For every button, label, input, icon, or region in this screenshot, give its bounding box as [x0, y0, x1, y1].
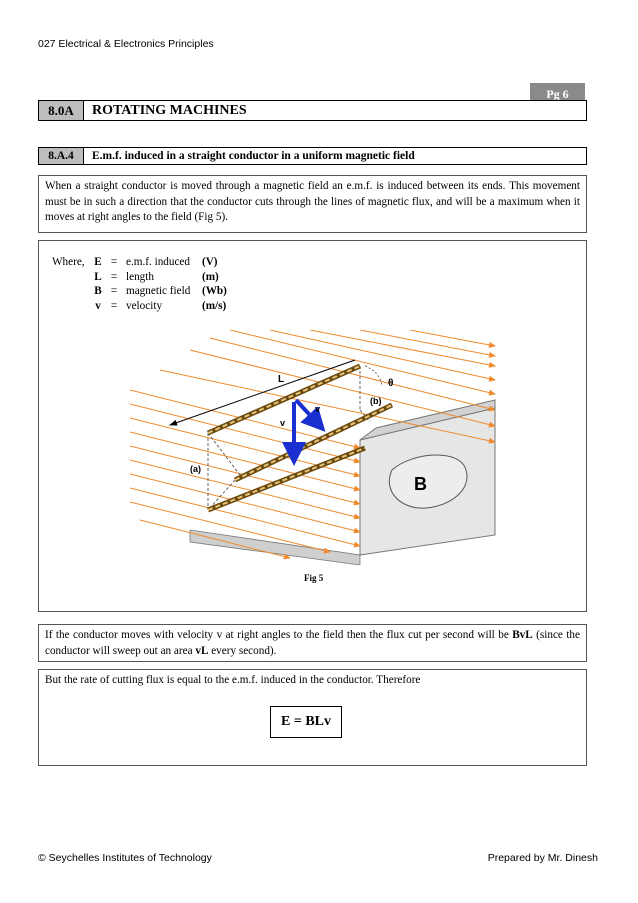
legend-unit: (m) [202, 270, 219, 283]
legend-row [52, 270, 227, 285]
label-L: L [278, 374, 285, 385]
subsection-title: E.m.f. induced in a straight conductor in a uniform magnetic field [92, 150, 415, 162]
page-header: 027 Electrical & Electronics Principles [38, 38, 214, 50]
page-number-badge: Pg 6 [530, 83, 585, 105]
subsection-number: 8.A.4 [39, 148, 84, 164]
legend-unit: (m/s) [202, 299, 227, 312]
legend-description: length [126, 270, 154, 283]
conductor-field-diagram [130, 330, 500, 565]
para2-text: (since the conductor will sweep out an area [45, 629, 580, 657]
legend-row [52, 284, 227, 299]
flux-cut-paragraph [38, 624, 587, 662]
where-label: Where, [52, 256, 85, 268]
legend-equals: = [110, 256, 118, 268]
subsection-heading [38, 147, 587, 165]
para2-text: If the conductor moves with velocity v at right angles to the field then the flux cut per second will be [45, 629, 513, 641]
length-arrow [170, 360, 355, 425]
legend-description: velocity [126, 299, 163, 312]
para3-text: But the rate of cutting flux is equal to the e.m.f. induced in the conductor. Therefore [45, 674, 421, 686]
legend-unit: (Wb) [202, 285, 227, 297]
figure-caption: Fig 5 [304, 573, 324, 583]
label-position-a: (a) [190, 464, 201, 474]
para2-bold-vl: vL [195, 644, 209, 657]
label-position-b: (b) [370, 396, 382, 406]
legend-symbol: E [94, 256, 102, 268]
label-theta: θ [388, 378, 394, 389]
legend-symbol: B [94, 285, 102, 297]
legend-equals: = [110, 270, 118, 283]
section-title: ROTATING MACHINES [92, 102, 247, 118]
legend-symbol: v [95, 299, 101, 312]
magnet-pole-block [190, 400, 495, 565]
legend-description: e.m.f. induced [126, 256, 190, 268]
legend-symbol: L [94, 270, 102, 283]
footer-author: Prepared by Mr. Dinesh [487, 852, 598, 864]
legend-unit: (V) [202, 256, 218, 268]
angle-arc [365, 366, 382, 386]
legend-equals: = [110, 285, 118, 297]
emf-formula: E = BLv [270, 706, 342, 738]
section-number: 8.0A [39, 101, 84, 120]
legend-row [52, 255, 227, 270]
intro-paragraph: When a straight conductor is moved through a magnetic field an e.m.f. is induced between its ends. This movement must be in such a direction that the conductor cuts through the lines of magnetic flux, and will be a maximum when it moves at right angles to the field (Fig 5). [38, 175, 587, 233]
para2-bold-bvl: BvL [512, 629, 533, 641]
symbol-legend [52, 255, 227, 313]
footer-institution: © Seychelles Institutes of Technology [38, 852, 212, 864]
label-field-B: B [414, 474, 427, 494]
para2-text: every second). [208, 644, 277, 657]
label-v-vertical: v [280, 418, 286, 428]
label-v-angled: v [315, 404, 321, 414]
legend-description: magnetic field [126, 285, 191, 297]
legend-row [52, 299, 227, 314]
legend-equals: = [110, 299, 118, 312]
section-heading [38, 100, 587, 121]
